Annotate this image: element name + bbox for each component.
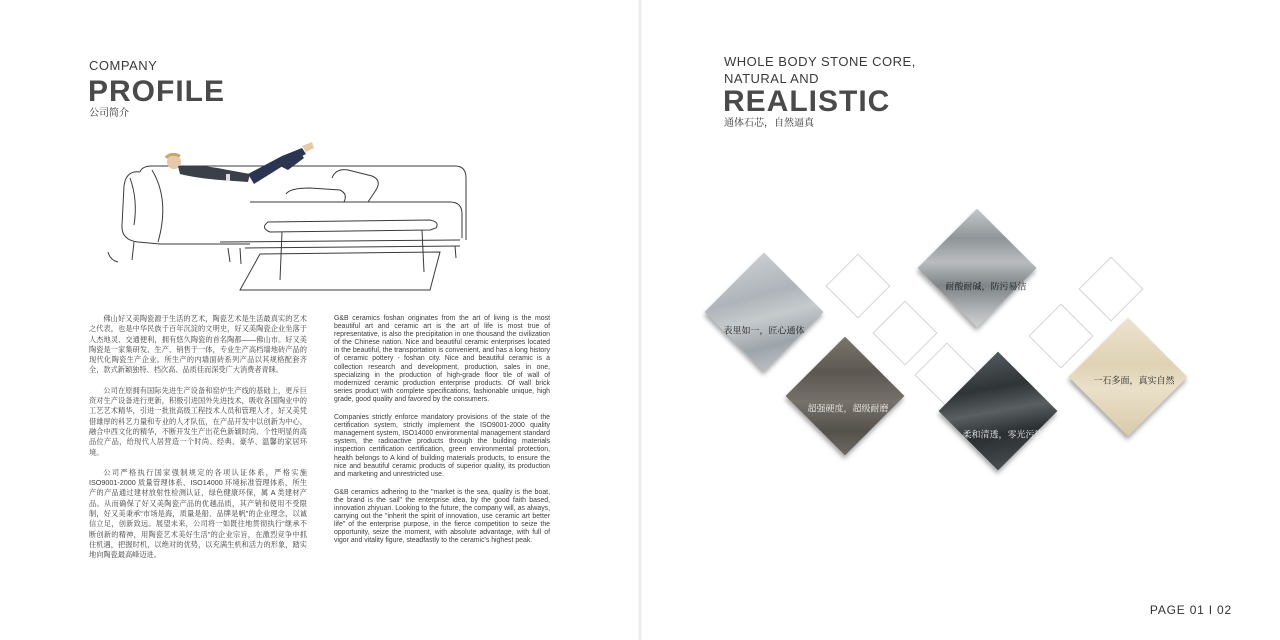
white-tile [1078, 256, 1143, 321]
dark-brown-stone-tile [786, 337, 905, 456]
page-number: PAGE 01 I 02 [1149, 603, 1232, 617]
en-paragraph-1: G&B ceramics foshan originates from the art of living is the most beautiful art and ceramic art is the art of life is most true of representative, is also the precipitation in one thousand the civilization of the Chinese nation. Nice and beautiful ceramic enterprises located in the beautiful, the transportation is convenient, and has a long history of ceramic pottery - foshan city. Nice and beautiful ceramic is a collection research and development, production, sales in one, specializing in the production of high-grade floor tile of wall of modernized ceramic production enterprise products. Of wall brick series product with complete specifications, fashionable unique, high grade, good quality and favored by the consumers. [334, 315, 550, 403]
profile-text-cn [89, 314, 307, 571]
realistic-heading: REALISTIC [723, 85, 891, 118]
stone-core-heading: WHOLE BODY STONE CORE, [724, 54, 916, 69]
realistic-cn-subtitle: 通体石芯，自然逼真 [724, 118, 814, 129]
white-tile [872, 300, 937, 365]
dark-brown-tile-label: 超强硬度，超级耐磨 [807, 403, 889, 414]
company-heading: COMPANY [89, 58, 158, 73]
sofa-illustration [100, 130, 490, 300]
top-marble-tile [918, 209, 1037, 328]
profile-text-en [334, 315, 550, 555]
light-grey-tile-label: 表里如一，匠心通体 [723, 325, 805, 336]
white-tile [1028, 303, 1093, 368]
profile-heading: PROFILE [88, 75, 226, 108]
en-paragraph-2: Companies strictly enforce mandatory provisions of the state of the certification system, strictly implement the ISO9001-2000 quality management system, ISO14000 environmental management standard system, the radioactive products through the building materials inspection certification certification, green environmental protection, health belongs to A kind of building materials products, to ensure the nice and beautiful ceramic products of superior quality, its production and marketing and unrestricted use. [334, 414, 550, 478]
page-fold [638, 0, 642, 640]
en-paragraph-3: G&B ceramics adhering to the "market is the sea, quality is the boat, the brand is the sail" the enterprise idea, by the good faith based, innovation zhiyuan. Looking to the future, the company will, as always, carrying out the "inherit the spirit of innovation, use ceramic art better life" of the enterprise purpose, in the fierce competition to seize the opportunity, seize the moment, with absolute advantage, with full of vigor and vitality figure, steadfastly to the ceramic's highest peak. [334, 488, 550, 545]
white-tile [825, 253, 890, 318]
cn-paragraph-2: 公司在原拥有国际先进生产设备和窑炉生产线的基础上，更斥巨资对生产设备进行更新，积极引进国外先进技术，吸收各国陶业中的工艺艺术精华，引进一批批高级工程技术人员和管理人才，好又美凭借雄厚的科艺力量和专业的人才队伍，在产品开发中以创新为中心，融合中西文化的精华，不断开发生产出花色新颖时尚、个性明显的高品位产品，给现代人居营造一个时尚、经典、豪华、温馨的家居环境。 [89, 385, 307, 457]
top-marble-tile-label: 耐酸耐碱，防污易洁 [945, 281, 1027, 292]
light-grey-stone-tile [705, 253, 824, 372]
cn-paragraph-3: 公司严格执行国家强制规定的各项认证体系，严格实施 ISO9001-2000 质量管理体系、ISO14000 环境标准管理体系，所生产的产品通过建材放射性检测认证，绿色健康环保，属 A 类建材产品。从而确保了好又美陶瓷产品的优越品质，其产销和使用不受限制，好又美秉承“市场是海，质量是船、品牌是帆”的企业理念，以诚信立足，创新致远。展望未来，公司将一如既往地贯彻执行“继承不断创新的精神，用陶瓷艺术美好生活”的企业宗旨，在激烈竞争中抓住机遇，把握时机，以绝对的优势，以充满生机和活力的形象，踏实地向陶瓷最高峰迈进。 [89, 467, 307, 560]
profile-cn-subtitle: 公司简介 [89, 108, 129, 119]
reclining-woman [166, 142, 314, 184]
natural-and-heading: NATURAL AND [724, 71, 820, 86]
beige-tile-label: 一石多面，真实自然 [1093, 375, 1175, 386]
dark-marble-tile-label: 柔和清透，零光污染 [962, 429, 1044, 440]
cn-paragraph-1: 佛山好又美陶瓷源于生活的艺术，陶瓷艺术是生活最真实的艺术之代表，也是中华民族千百年沉淀的文明史，好又美陶瓷企业坐落于人杰地灵、交通便利，拥有悠久陶瓷的首名陶都——佛山市。好又美陶瓷是一家集研发、生产、销售于一体，专业生产高档墙地砖产品的现代化陶瓷生产企业。所生产的内墙面砖系列产品以其规格配套齐全，款式新颖独特、档次高、品质佳而深受广大消费者青睐。 [89, 314, 307, 375]
